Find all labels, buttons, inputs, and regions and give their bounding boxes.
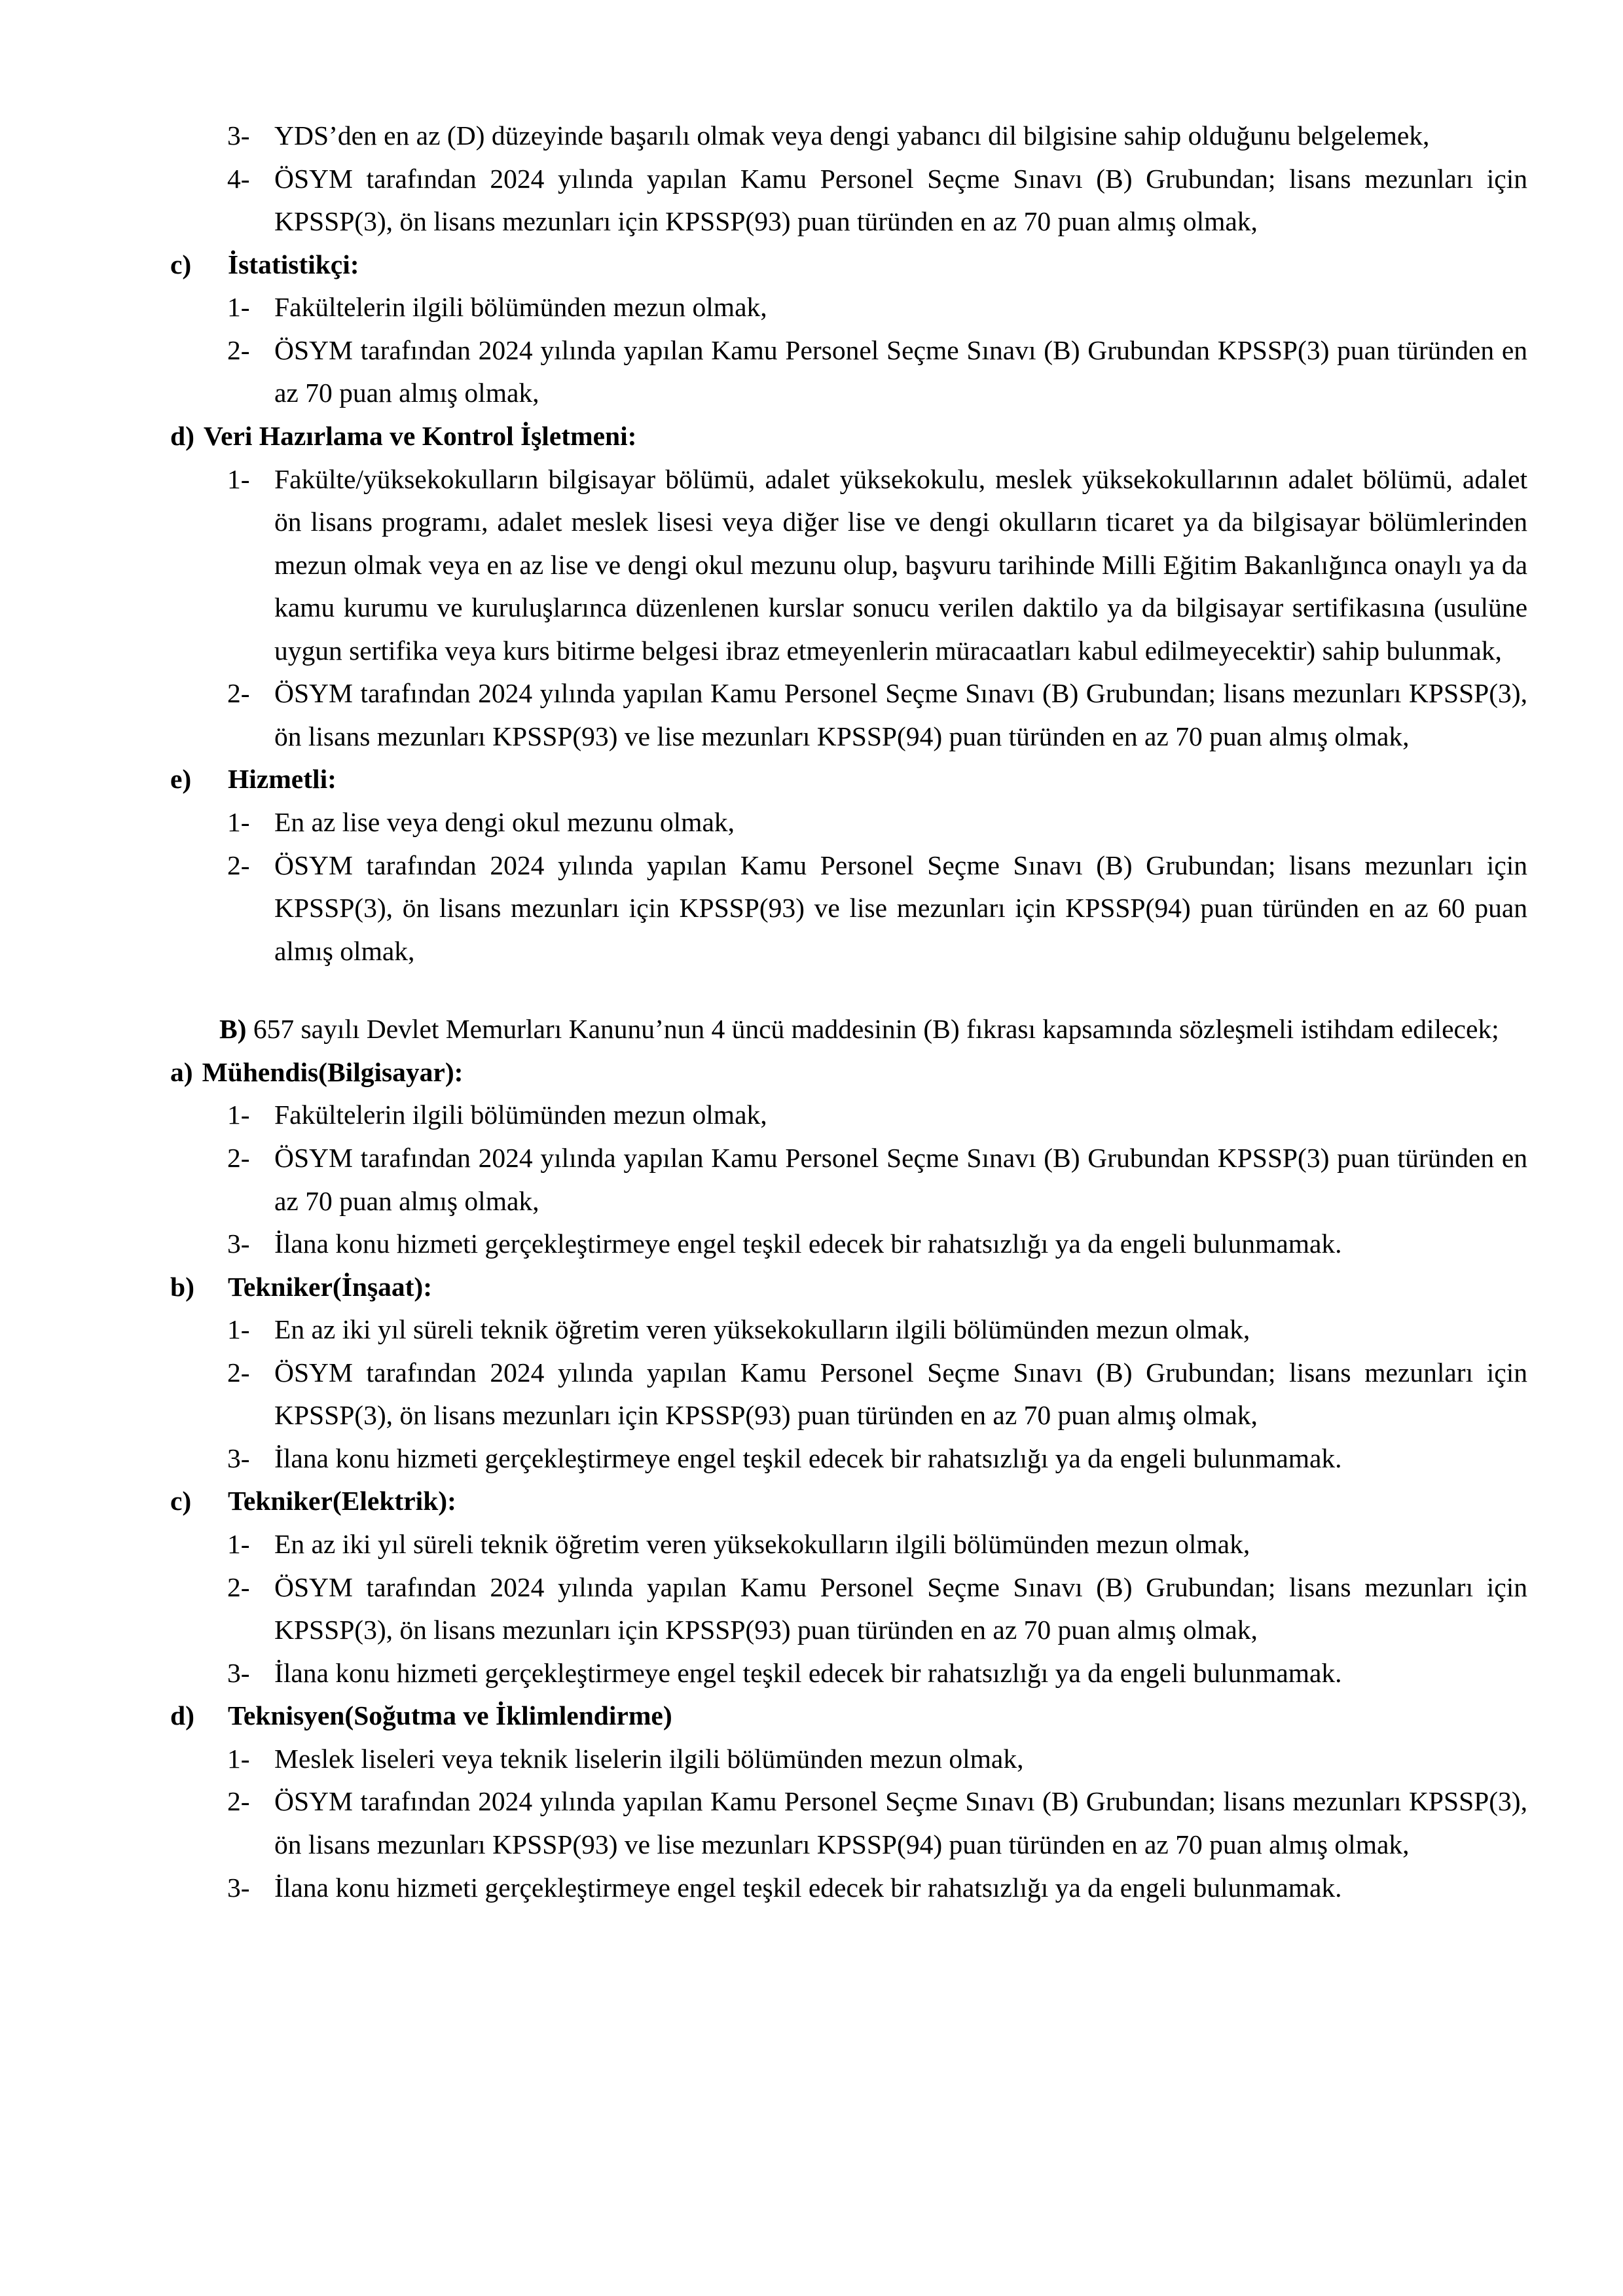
section-spacer (108, 973, 1527, 1008)
list-marker: 2- (227, 1786, 250, 1817)
document-body (108, 115, 1527, 1909)
list-marker: 1- (227, 1529, 250, 1559)
list-marker: 2- (227, 1571, 250, 1602)
position-letter: d) (170, 1700, 194, 1731)
list-text: En az lise veya dengi okul mezunu olmak, (274, 807, 735, 837)
position-title: Veri Hazırlama ve Kontrol İşletmeni: (203, 420, 637, 451)
list-marker: 1- (227, 1743, 250, 1774)
section-b-paragraph (108, 1008, 1527, 1051)
section-b-intro-text: 657 sayılı Devlet Memurları Kanunu’nun 4 üncü maddesinin (B) fıkrası kapsamında sözleşmeli istihdam edilecek; (246, 1014, 1499, 1045)
list-text: ÖSYM tarafından 2024 yılında yapılan Kamu Personel Seçme Sınavı (B) Grubundan KPSSP(3) puan türünden en az 70 puan almış olmak, (274, 1142, 1527, 1216)
position-group-teknisyen (108, 1695, 1527, 1909)
position-heading (170, 415, 1527, 458)
position-letter: c) (170, 249, 192, 279)
position-group-tekniker-insaat (108, 1266, 1527, 1480)
list-marker: 1- (227, 463, 250, 494)
list-marker: 1- (227, 1100, 250, 1130)
continued-items-group (108, 115, 1527, 243)
position-title: Tekniker(Elektrik): (228, 1486, 456, 1516)
list-item (227, 1137, 1527, 1223)
list-text: ÖSYM tarafından 2024 yılında yapılan Kamu Personel Seçme Sınavı (B) Grubundan; lisans mezunları için KPSSP(3), ön lisans mezunları için KPSSP(93) puan türünden en az 70 puan almış olmak, (274, 1571, 1527, 1645)
position-letter: d) (170, 420, 194, 451)
list-item (227, 1566, 1527, 1652)
list-text: ÖSYM tarafından 2024 yılında yapılan Kamu Personel Seçme Sınavı (B) Grubundan; lisans mezunları KPSSP(3), ön lisans mezunları KPSSP(93) ve lise mezunları KPSSP(94) puan türünden en az 70 puan almış olmak, (274, 1786, 1527, 1859)
list-item (227, 1223, 1527, 1266)
list-marker: 3- (227, 120, 250, 151)
position-letter: b) (170, 1271, 194, 1302)
position-group-tekniker-elektrik (108, 1480, 1527, 1695)
section-b-label: B) (219, 1014, 247, 1045)
list-item (227, 1867, 1527, 1910)
list-text: En az iki yıl süreli teknik öğretim veren yüksekokulların ilgili bölümünden mezun olmak, (274, 1529, 1250, 1559)
list-marker: 2- (227, 678, 250, 709)
position-letter: a) (170, 1056, 193, 1087)
list-text: ÖSYM tarafından 2024 yılında yapılan Kamu Personel Seçme Sınavı (B) Grubundan; lisans mezunları için KPSSP(3), ön lisans mezunları için KPSSP(93) ve lise mezunları için KPSSP(94) puan türünden en az 60 puan almış olmak, (274, 850, 1527, 966)
list-item (227, 458, 1527, 673)
position-heading (170, 1695, 1527, 1738)
list-item (227, 115, 1527, 158)
position-heading (170, 1051, 1527, 1094)
list-item (227, 1094, 1527, 1137)
list-text: Fakülte/yüksekokulların bilgisayar bölümü, adalet yüksekokulu, meslek yüksekokullarının adalet bölümü, adalet ön lisans programı, adalet meslek lisesi veya diğer lise ve dengi okulların ticaret ya da bilgisayar bölümlerinden mezun olmak veya en az lise ve dengi okul mezunu olup, başvuru tarihinde Milli Eğitim Bakanlığınca onaylı ya da kamu kurumu ve kuruluşlarınca düzenlenen kurslar sonucu verilen daktilo ya da bilgisayar sertifikasına (usulüne uygun sertifika veya kurs bitirme belgesi ibraz etmeyenlerin müracaatları kabul edilmeyecektir) sahip bulunmak, (274, 463, 1527, 666)
list-item (227, 1308, 1527, 1352)
list-marker: 1- (227, 292, 250, 323)
position-heading (170, 1266, 1527, 1309)
list-text: İlana konu hizmeti gerçekleştirmeye engel teşkil edecek bir rahatsızlığı ya da engeli bulunmamak. (274, 1872, 1342, 1903)
list-text: İlana konu hizmeti gerçekleştirmeye engel teşkil edecek bir rahatsızlığı ya da engeli bulunmamak. (274, 1443, 1342, 1473)
position-letter: c) (170, 1486, 192, 1516)
list-text: İlana konu hizmeti gerçekleştirmeye engel teşkil edecek bir rahatsızlığı ya da engeli bulunmamak. (274, 1229, 1342, 1259)
list-marker: 3- (227, 1872, 250, 1903)
position-group-istatistikci (108, 243, 1527, 415)
position-heading (170, 1480, 1527, 1523)
list-item (227, 1523, 1527, 1566)
list-item (227, 286, 1527, 329)
list-item (227, 1437, 1527, 1480)
list-marker: 1- (227, 1314, 250, 1345)
position-letter: e) (170, 764, 192, 795)
list-item (227, 1352, 1527, 1437)
list-item (227, 1780, 1527, 1866)
position-title: Tekniker(İnşaat): (228, 1271, 433, 1302)
list-item (227, 329, 1527, 415)
list-item (227, 801, 1527, 844)
list-text: ÖSYM tarafından 2024 yılında yapılan Kamu Personel Seçme Sınavı (B) Grubundan; lisans mezunları için KPSSP(3), ön lisans mezunları için KPSSP(93) puan türünden en az 70 puan almış olmak, (274, 1357, 1527, 1431)
list-item (227, 1738, 1527, 1781)
list-marker: 4- (227, 163, 250, 194)
list-item (227, 672, 1527, 758)
list-text: Meslek liseleri veya teknik liselerin ilgili bölümünden mezun olmak, (274, 1743, 1024, 1774)
list-marker: 3- (227, 1657, 250, 1688)
position-title: Teknisyen(Soğutma ve İklimlendirme) (228, 1700, 672, 1731)
list-marker: 2- (227, 850, 250, 880)
list-item (227, 158, 1527, 243)
position-title: Hizmetli: (228, 764, 337, 795)
list-marker: 2- (227, 1357, 250, 1388)
position-title: İstatistikçi: (228, 249, 359, 279)
position-title: Mühendis(Bilgisayar): (202, 1056, 464, 1087)
position-group-hizmetli (108, 758, 1527, 973)
position-heading (170, 758, 1527, 801)
list-item (227, 844, 1527, 973)
list-marker: 1- (227, 807, 250, 837)
list-text: ÖSYM tarafından 2024 yılında yapılan Kamu Personel Seçme Sınavı (B) Grubundan; lisans mezunları KPSSP(3), ön lisans mezunları KPSSP(93) ve lise mezunları KPSSP(94) puan türünden en az 70 puan almış olmak, (274, 678, 1527, 751)
list-marker: 3- (227, 1443, 250, 1473)
list-text: ÖSYM tarafından 2024 yılında yapılan Kamu Personel Seçme Sınavı (B) Grubundan KPSSP(3) puan türünden en az 70 puan almış olmak, (274, 334, 1527, 408)
position-heading (170, 243, 1527, 287)
position-group-muhendis (108, 1051, 1527, 1266)
list-marker: 3- (227, 1229, 250, 1259)
list-item (227, 1652, 1527, 1695)
list-text: ÖSYM tarafından 2024 yılında yapılan Kamu Personel Seçme Sınavı (B) Grubundan; lisans mezunları için KPSSP(3), ön lisans mezunları için KPSSP(93) puan türünden en az 70 puan almış olmak, (274, 163, 1527, 237)
list-text: YDS’den en az (D) düzeyinde başarılı olmak veya dengi yabancı dil bilgisine sahip olduğunu belgelemek, (274, 120, 1430, 151)
position-group-veri-hazirlama (108, 415, 1527, 759)
list-marker: 2- (227, 334, 250, 365)
list-text: En az iki yıl süreli teknik öğretim veren yüksekokulların ilgili bölümünden mezun olmak, (274, 1314, 1250, 1345)
list-marker: 2- (227, 1142, 250, 1173)
list-text: Fakültelerin ilgili bölümünden mezun olmak, (274, 1100, 767, 1130)
list-text: Fakültelerin ilgili bölümünden mezun olmak, (274, 292, 767, 323)
list-text: İlana konu hizmeti gerçekleştirmeye engel teşkil edecek bir rahatsızlığı ya da engeli bulunmamak. (274, 1657, 1342, 1688)
